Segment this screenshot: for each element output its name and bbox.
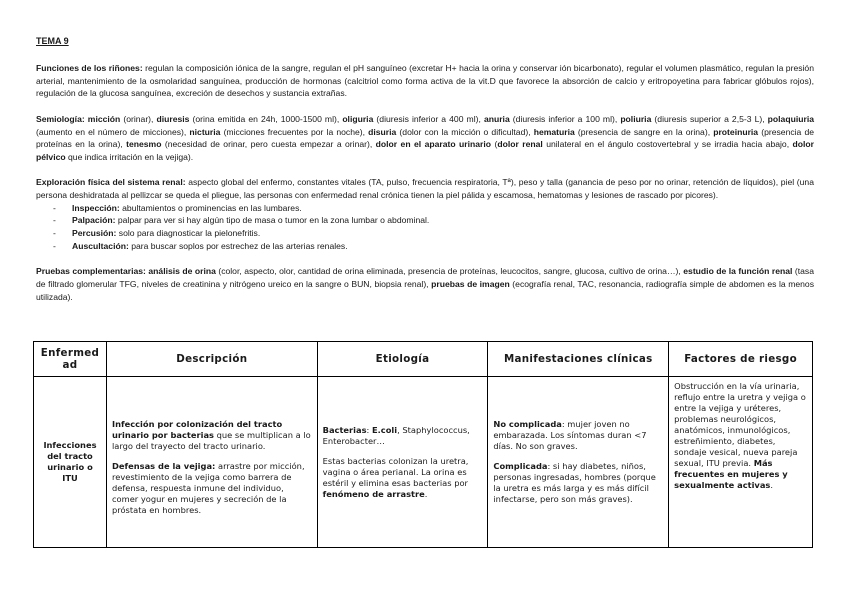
cell-factores: [669, 377, 813, 548]
pruebas-term-orina: análisis de orina: [148, 266, 216, 277]
etio-end: .: [424, 488, 428, 499]
header-factores: Factores de riesgo: [669, 342, 813, 377]
etio-bold-ecoli: E.coli: [371, 424, 398, 435]
manif-bold-2: Complicada: [493, 461, 548, 471]
semiologia-term: dolor en el aparato urinario: [375, 139, 492, 150]
funciones-label: Funciones de los riñones:: [36, 63, 143, 73]
funciones-paragraph: [36, 62, 814, 100]
pruebas-paragraph: [36, 265, 814, 303]
dash-bullet: -: [53, 240, 56, 251]
semiologia-desc: (orina emitida en 24h, 1000-1500 ml),: [189, 113, 343, 124]
semiologia-desc: unilateral en el ángulo costovertebral y se irradia hacia abajo,: [542, 139, 793, 150]
factores-end: .: [770, 480, 774, 490]
semiologia-desc: (diuresis superior a 2,5-3 L),: [651, 113, 768, 124]
document-title: TEMA 9: [36, 36, 69, 46]
exploracion-paragraph: [36, 176, 814, 201]
semiologia-label: Semiología:: [36, 113, 85, 124]
semiologia-term: hematuria: [533, 126, 575, 137]
semiologia-term: tenesmo: [126, 139, 162, 150]
semiologia-desc: (diuresis inferior a 100 ml),: [509, 113, 621, 124]
exploracion-term: Palpación:: [72, 215, 116, 226]
desc-bold-1: Infección por colonización del tracto urinario por bacterias: [111, 418, 283, 440]
table-header-row: [34, 342, 813, 377]
semiologia-term: disuria: [368, 126, 397, 137]
semiologia-desc: (aumento en el número de micciones),: [36, 126, 190, 137]
semiologia-term: micción: [87, 113, 121, 124]
semiologia-term: oliguria: [342, 113, 374, 124]
exploracion-desc: abultamientos o prominencias en las lumbares.: [119, 202, 302, 213]
semiologia-term: proteinuria: [713, 126, 759, 137]
exploracion-list: [36, 202, 814, 253]
document-body: [36, 36, 814, 303]
semiologia-paragraph: [36, 113, 814, 164]
cell-descripcion: [106, 377, 317, 548]
exploracion-desc: palpar para ver si hay algún tipo de masa o tumor en la zona lumbar o abdominal.: [115, 215, 430, 226]
header-etiologia: Etiología: [317, 342, 488, 377]
semiologia-term: diuresis: [156, 113, 190, 124]
dash-bullet: -: [53, 228, 56, 239]
table-row: [34, 377, 813, 548]
dash-bullet: -: [53, 215, 56, 226]
semiologia-desc: (necesidad de orinar, pero cuesta empezar a orinar),: [161, 139, 376, 150]
exploracion-term: Auscultación:: [72, 240, 129, 251]
semiologia-term: dolor pélvico: [36, 139, 814, 162]
pruebas-term-imagen: pruebas de imagen: [431, 278, 510, 289]
etio-sep: :: [366, 424, 372, 435]
semiologia-term: dolor renal: [497, 139, 543, 150]
dash-bullet: -: [53, 202, 56, 213]
etio-bold-1: Bacterias: [322, 424, 367, 435]
list-item: [36, 227, 814, 240]
semiologia-desc: (diuresis inferior a 400 ml),: [373, 113, 484, 124]
etio-text-2: Estas bacterias colonizan la uretra, vagina o área perianal. La orina es estéril y elimina esas bacterias por: [322, 455, 469, 488]
semiologia-desc: (dolor con la micción o dificultad),: [396, 126, 534, 137]
cell-manifestaciones: [488, 377, 669, 548]
semiologia-desc: (: [491, 139, 498, 150]
exploracion-term: Inspección:: [72, 202, 120, 213]
pruebas-desc-imagen: (ecografía renal, TAC, resonancia, radiografía simple de abdomen es la menos utilizada).: [36, 278, 814, 302]
semiologia-desc: (micciones frecuentes por la noche),: [220, 126, 369, 137]
manif-bold-1: No complicada: [493, 419, 562, 429]
etio-text-1: , Staphylococcus, Enterobacter…: [322, 424, 470, 446]
semiologia-desc: (orinar),: [120, 113, 157, 124]
factores-text: Obstrucción en la vía urinaria, reflujo entre la uretra y vejiga o entre la vejiga y uréteres, problemas neurológicos, anatómicos, inmunológicos, estreñimiento, diabetes, sondaje vesical, nueva pareja sexual, ITU previa.: [674, 381, 806, 468]
exploracion-term: Percusión:: [72, 228, 117, 239]
header-enfermedad: Enfermed ad: [34, 342, 107, 377]
exploracion-label: Exploración física del sistema renal:: [36, 177, 186, 188]
exploracion-desc: para buscar soplos por estrechez de las arterias renales.: [128, 240, 348, 251]
semiologia-desc: (presencia de sangre en la orina),: [574, 126, 714, 137]
cell-etiologia: [317, 377, 488, 548]
semiologia-desc: que indica irritación en la vejiga).: [65, 151, 194, 162]
header-descripcion: Descripción: [106, 342, 317, 377]
semiologia-term: polaquiuria: [767, 113, 814, 124]
desc-text-2: arrastre por micción, revestimiento de la vejiga como barrera de defensa, respuesta inmune del individuo, comer yogur en mujeres y secreción de la próstata en hombres.: [111, 460, 305, 515]
desc-bold-2: Defensas de la vejiga:: [111, 460, 216, 471]
semiologia-term: poliuria: [620, 113, 652, 124]
manif-text-1: : mujer joven no embarazada. Los síntomas duran <7 días. No son graves.: [493, 419, 647, 451]
pruebas-label: Pruebas complementarias:: [36, 266, 146, 277]
semiologia-term: anuria: [483, 113, 510, 124]
cell-enfermedad: Infecciones del tracto urinario o ITU: [34, 377, 107, 548]
manif-text-2: : si hay diabetes, niños, personas ingresadas, hombres (porque la uretra es más larga y es más difícil infectarse, pero son más graves).: [493, 461, 656, 504]
pruebas-desc-orina: (color, aspecto, olor, cantidad de orina eliminada, presencia de proteínas, leucocitos, sangre, glucosa, cultivo de orina…),: [215, 266, 684, 277]
semiologia-desc: (presencia de proteínas en la orina),: [36, 126, 815, 150]
semiologia-term: nicturia: [189, 126, 221, 137]
list-item: [36, 202, 814, 215]
desc-text-1: que se multiplican a lo largo del trayecto del tracto urinario.: [111, 429, 311, 451]
pruebas-desc-funcion: (tasa de filtrado glomerular TFG, niveles de creatinina y nitrógeno ureico en la sangre o BUN, biopsia renal),: [36, 266, 814, 289]
list-item: [36, 214, 814, 227]
header-manifestaciones: Manifestaciones clínicas: [488, 342, 669, 377]
list-item: [36, 240, 814, 253]
etio-bold-2: fenómeno de arrastre: [322, 488, 425, 499]
exploracion-text: aspecto global del enfermo, constantes vitales (TA, pulso, frecuencia respiratoria, Tª), peso y talla (ganancia de peso por no orinar, retención de líquidos), piel (una persona deshidratada al pellizcar se queda el pliegue, las personas con enfermedad renal crónica tienen la piel pálida y escamosa, hematomas y lesiones de rascado por picores).: [36, 177, 814, 200]
funciones-text: regulan la composición iónica de la sangre, regulan el pH sanguíneo (excretar H+ hacia la orina y conservar ión bicarbonato), regular el volumen plasmático, regulan la presión arterial, mantenimiento de la osmolaridad sanguínea, producción de hormonas (calcitriol como forma activa de la vit.D que favorece la absorción de calcio y eritropoyetina para fabricar glóbulos rojos), regulación de la glucosa sanguínea, excreción de desechos y sustancia extrañas.: [36, 63, 814, 99]
pruebas-term-funcion: estudio de la función renal: [683, 266, 793, 277]
enfermedades-table: [33, 341, 813, 548]
factores-bold: Más frecuentes en mujeres y sexualmente activas: [674, 458, 788, 490]
exploracion-desc: solo para diagnosticar la pielonefritis.: [116, 228, 261, 239]
